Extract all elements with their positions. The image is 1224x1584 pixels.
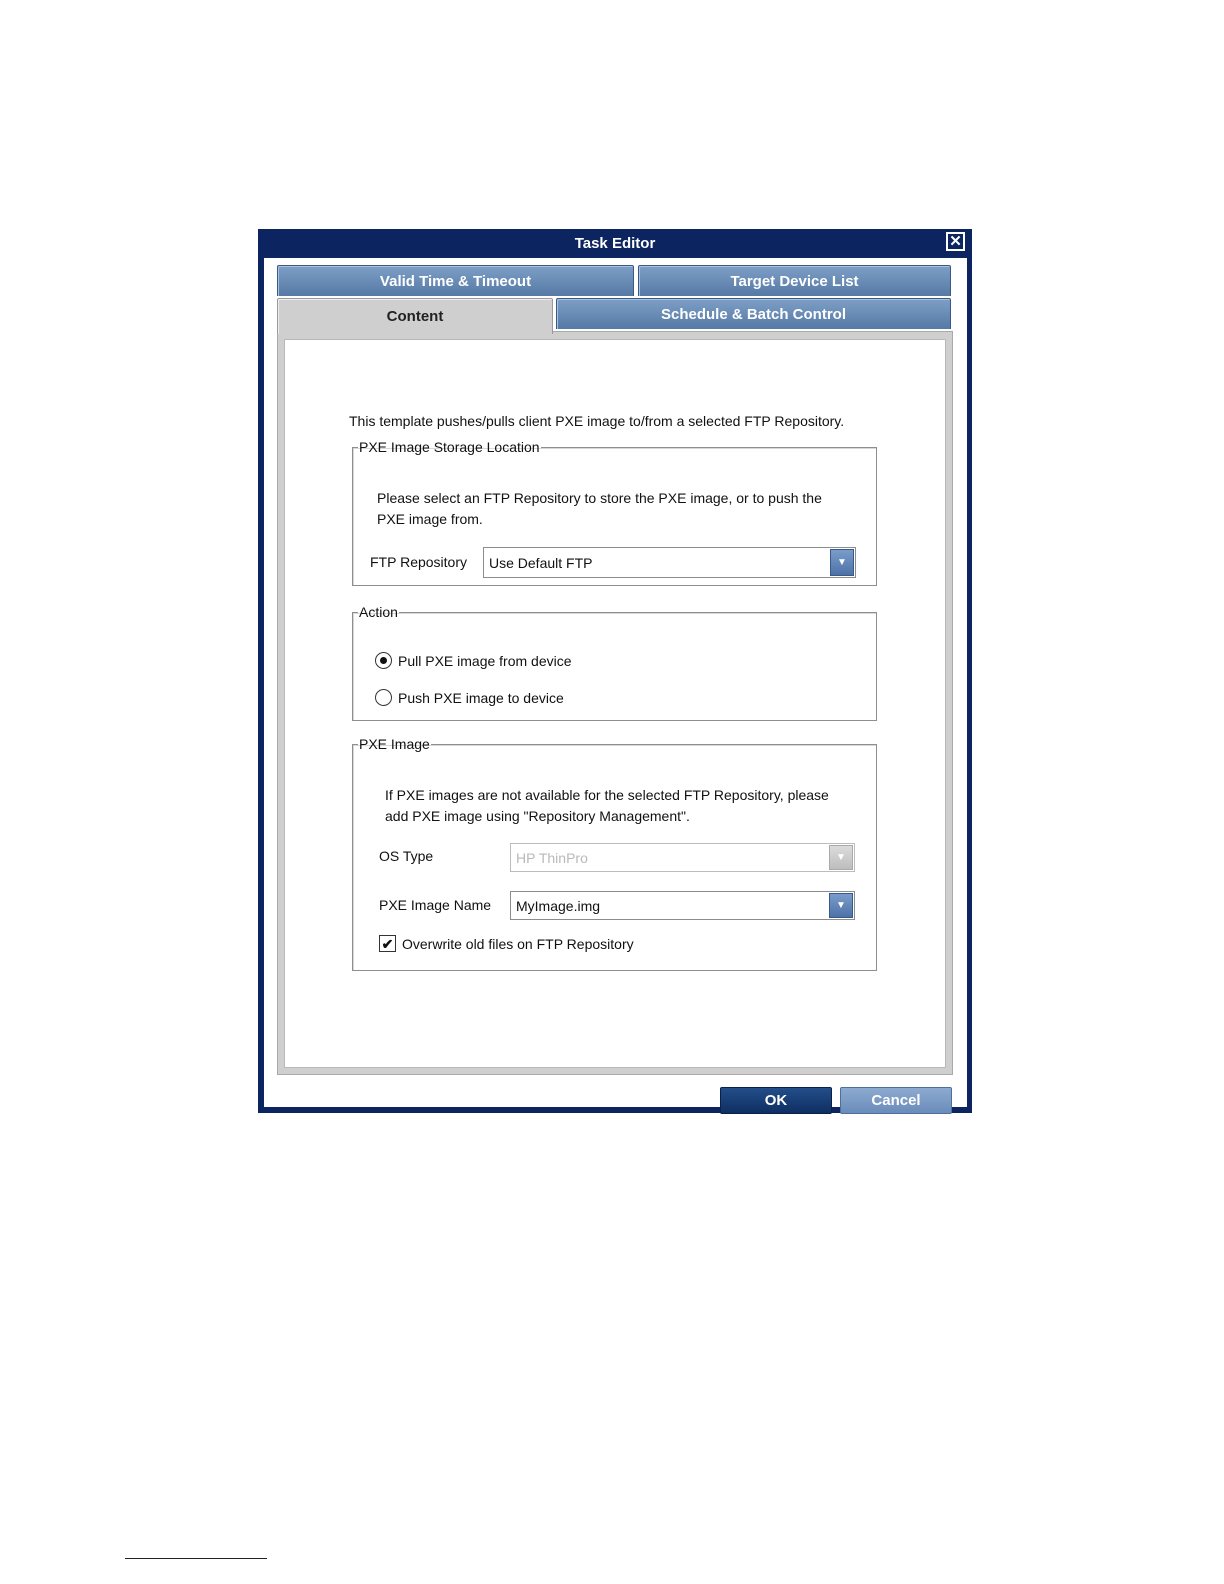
chevron-down-icon: ▼ [829, 845, 853, 870]
radio-push-pxe-image[interactable] [375, 689, 392, 706]
tab-schedule-batch-control[interactable]: Schedule & Batch Control [556, 298, 951, 329]
tab-valid-time-timeout[interactable]: Valid Time & Timeout [277, 265, 634, 296]
radio-pull-label[interactable]: Pull PXE image from device [398, 653, 572, 669]
pxe-image-group-legend: PXE Image [359, 736, 430, 752]
os-type-dropdown [510, 843, 855, 872]
os-type-label: OS Type [379, 848, 434, 864]
overwrite-checkbox[interactable] [379, 935, 396, 952]
close-icon[interactable]: ✕ [946, 232, 965, 251]
content-panel [277, 331, 953, 1075]
pxe-image-name-value: MyImage.img [516, 897, 601, 914]
action-group [352, 604, 877, 721]
pxe-image-name-dropdown[interactable] [510, 891, 855, 920]
title-bar [258, 229, 972, 257]
ok-button[interactable]: OK [720, 1087, 832, 1114]
content-panel-body [284, 339, 946, 1068]
tab-content[interactable]: Content [277, 298, 553, 334]
overwrite-label[interactable]: Overwrite old files on FTP Repository [402, 936, 634, 952]
chevron-down-icon[interactable]: ▼ [830, 549, 854, 576]
pxe-image-storage-location-group [352, 439, 877, 586]
footnote-divider [125, 1558, 267, 1559]
pxe-image-name-label: PXE Image Name [379, 897, 492, 913]
task-editor-window [258, 229, 972, 1113]
chevron-down-icon[interactable]: ▼ [829, 893, 853, 918]
window-title: Task Editor [574, 234, 656, 252]
ftp-repository-dropdown[interactable] [483, 547, 856, 578]
storage-group-legend: PXE Image Storage Location [359, 439, 540, 455]
dialog-client-area [264, 258, 967, 1107]
storage-description: Please select an FTP Repository to store the PXE image, or to push the PXE image from. [377, 490, 822, 527]
radio-pull-pxe-image[interactable] [375, 652, 392, 669]
ftp-repository-label: FTP Repository [370, 554, 467, 570]
radio-push-label[interactable]: Push PXE image to device [398, 690, 564, 706]
ftp-repository-value: Use Default FTP [489, 554, 593, 571]
check-icon: ✔ [381, 935, 394, 952]
os-type-value: HP ThinPro [516, 849, 588, 866]
pxe-image-group [352, 736, 877, 971]
action-group-legend: Action [359, 604, 398, 620]
tab-target-device-list[interactable]: Target Device List [638, 265, 951, 296]
cancel-button[interactable]: Cancel [840, 1087, 952, 1114]
template-description: This template pushes/pulls client PXE image to/from a selected FTP Repository. [349, 413, 845, 429]
pxe-image-description: If PXE images are not available for the selected FTP Repository, please add PXE image using "Repository Management". [385, 787, 829, 824]
